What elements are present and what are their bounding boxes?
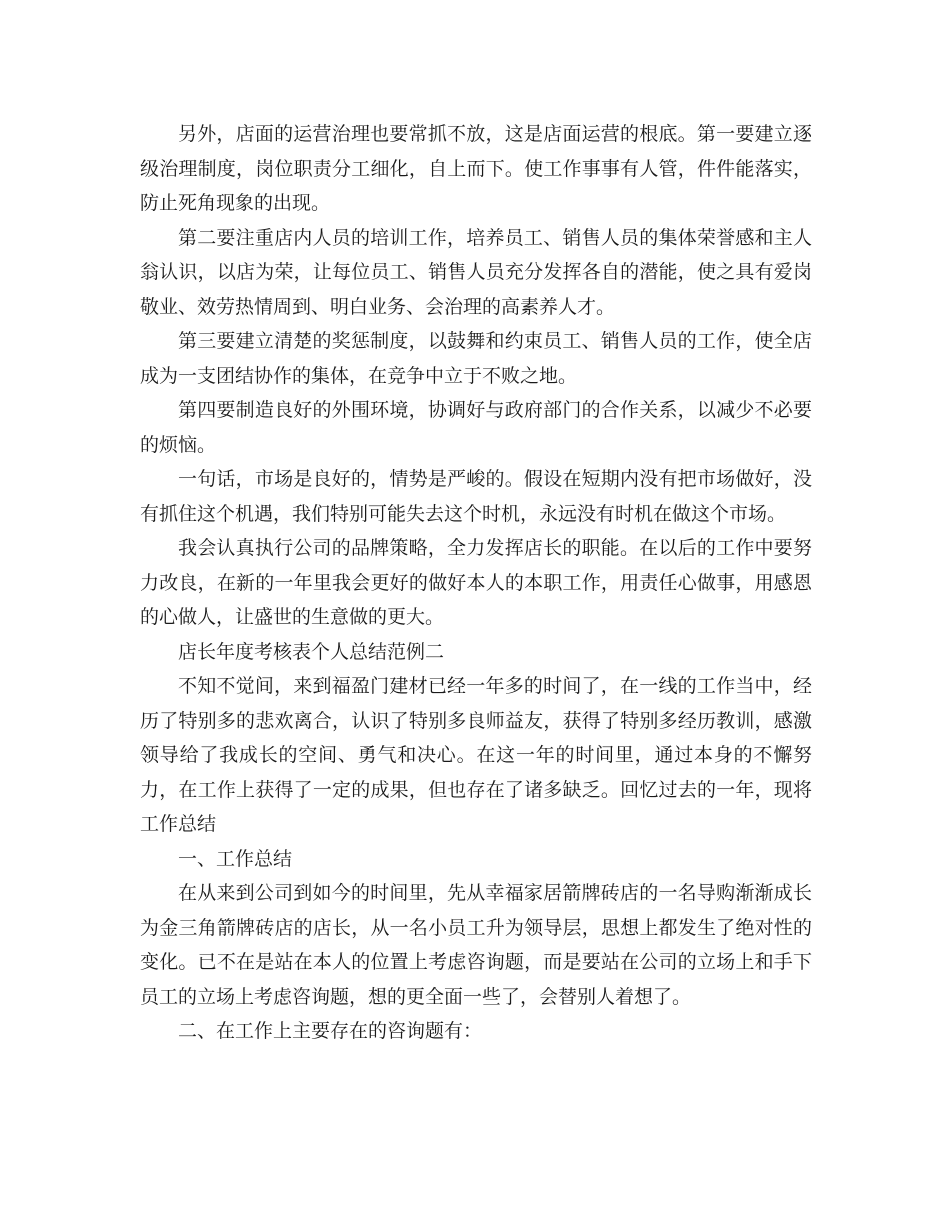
section-heading-work-summary: 一、工作总结 xyxy=(178,847,293,870)
paragraph-career-growth: 在从来到公司到如今的时间里，先从幸福家居箭牌砖店的一名导购渐渐成长为金三角箭牌砖店的店长，从一名小员工升为领导层，思想上都发生了绝对性的变化。已不在是站在本人的位置上考虑咨询题，而是要站在公司的立场上和手下员工的立场上考虑咨询题，想的更全面一些了，会替别人着想了。 xyxy=(140,882,812,1008)
document-body xyxy=(140,117,812,1049)
paragraph-introduction: 不知不觉间，来到福盈门建材已经一年多的时间了，在一线的工作当中，经历了特别多的悲欢离合，认识了特别多良师益友，获得了特别多经历教训，感激领导给了我成长的空间、勇气和决心。在这一年的时间里，通过本身的不懈努力，在工作上获得了一定的成果，但也存在了诸多缺乏。回忆过去的一年，现将工作总结 xyxy=(140,675,812,835)
paragraph-external-environment: 第四要制造良好的外围环境，协调好与政府部门的合作关系，以减少不必要的烦恼。 xyxy=(140,399,812,456)
paragraph-brand-strategy: 我会认真执行公司的品牌策略，全力发挥店长的职能。在以后的工作中要努力改良，在新的一年里我会更好的做好本人的本职工作，用责任心做事，用感恩的心做人，让盛世的生意做的更大。 xyxy=(140,537,812,628)
paragraph-store-operations: 另外，店面的运营治理也要常抓不放，这是店面运营的根底。第一要建立逐级治理制度，岗位职责分工细化，自上而下。使工作事事有人管，件件能落实，防止死角现象的出现。 xyxy=(140,123,812,214)
section-title-example-two: 店长年度考核表个人总结范例二 xyxy=(178,640,445,663)
paragraph-staff-training: 第二要注重店内人员的培训工作，培养员工、销售人员的集体荣誉感和主人翁认识，以店为荣，让每位员工、销售人员充分发挥各自的潜能，使之具有爱岗敬业、效劳热情周到、明白业务、会治理的高素养人才。 xyxy=(140,226,812,318)
paragraph-market-outlook: 一句话，市场是良好的，情势是严峻的。假设在短期内没有把市场做好，没有抓住这个机遇，我们特别可能失去这个时机，永远没有时机在做这个市场。 xyxy=(140,468,812,525)
section-heading-main-problems: 二、在工作上主要存在的咨询题有： xyxy=(178,1020,483,1042)
paragraph-reward-system: 第三要建立清楚的奖惩制度，以鼓舞和约束员工、销售人员的工作，使全店成为一支团结协作的集体，在竞争中立于不败之地。 xyxy=(140,330,812,387)
